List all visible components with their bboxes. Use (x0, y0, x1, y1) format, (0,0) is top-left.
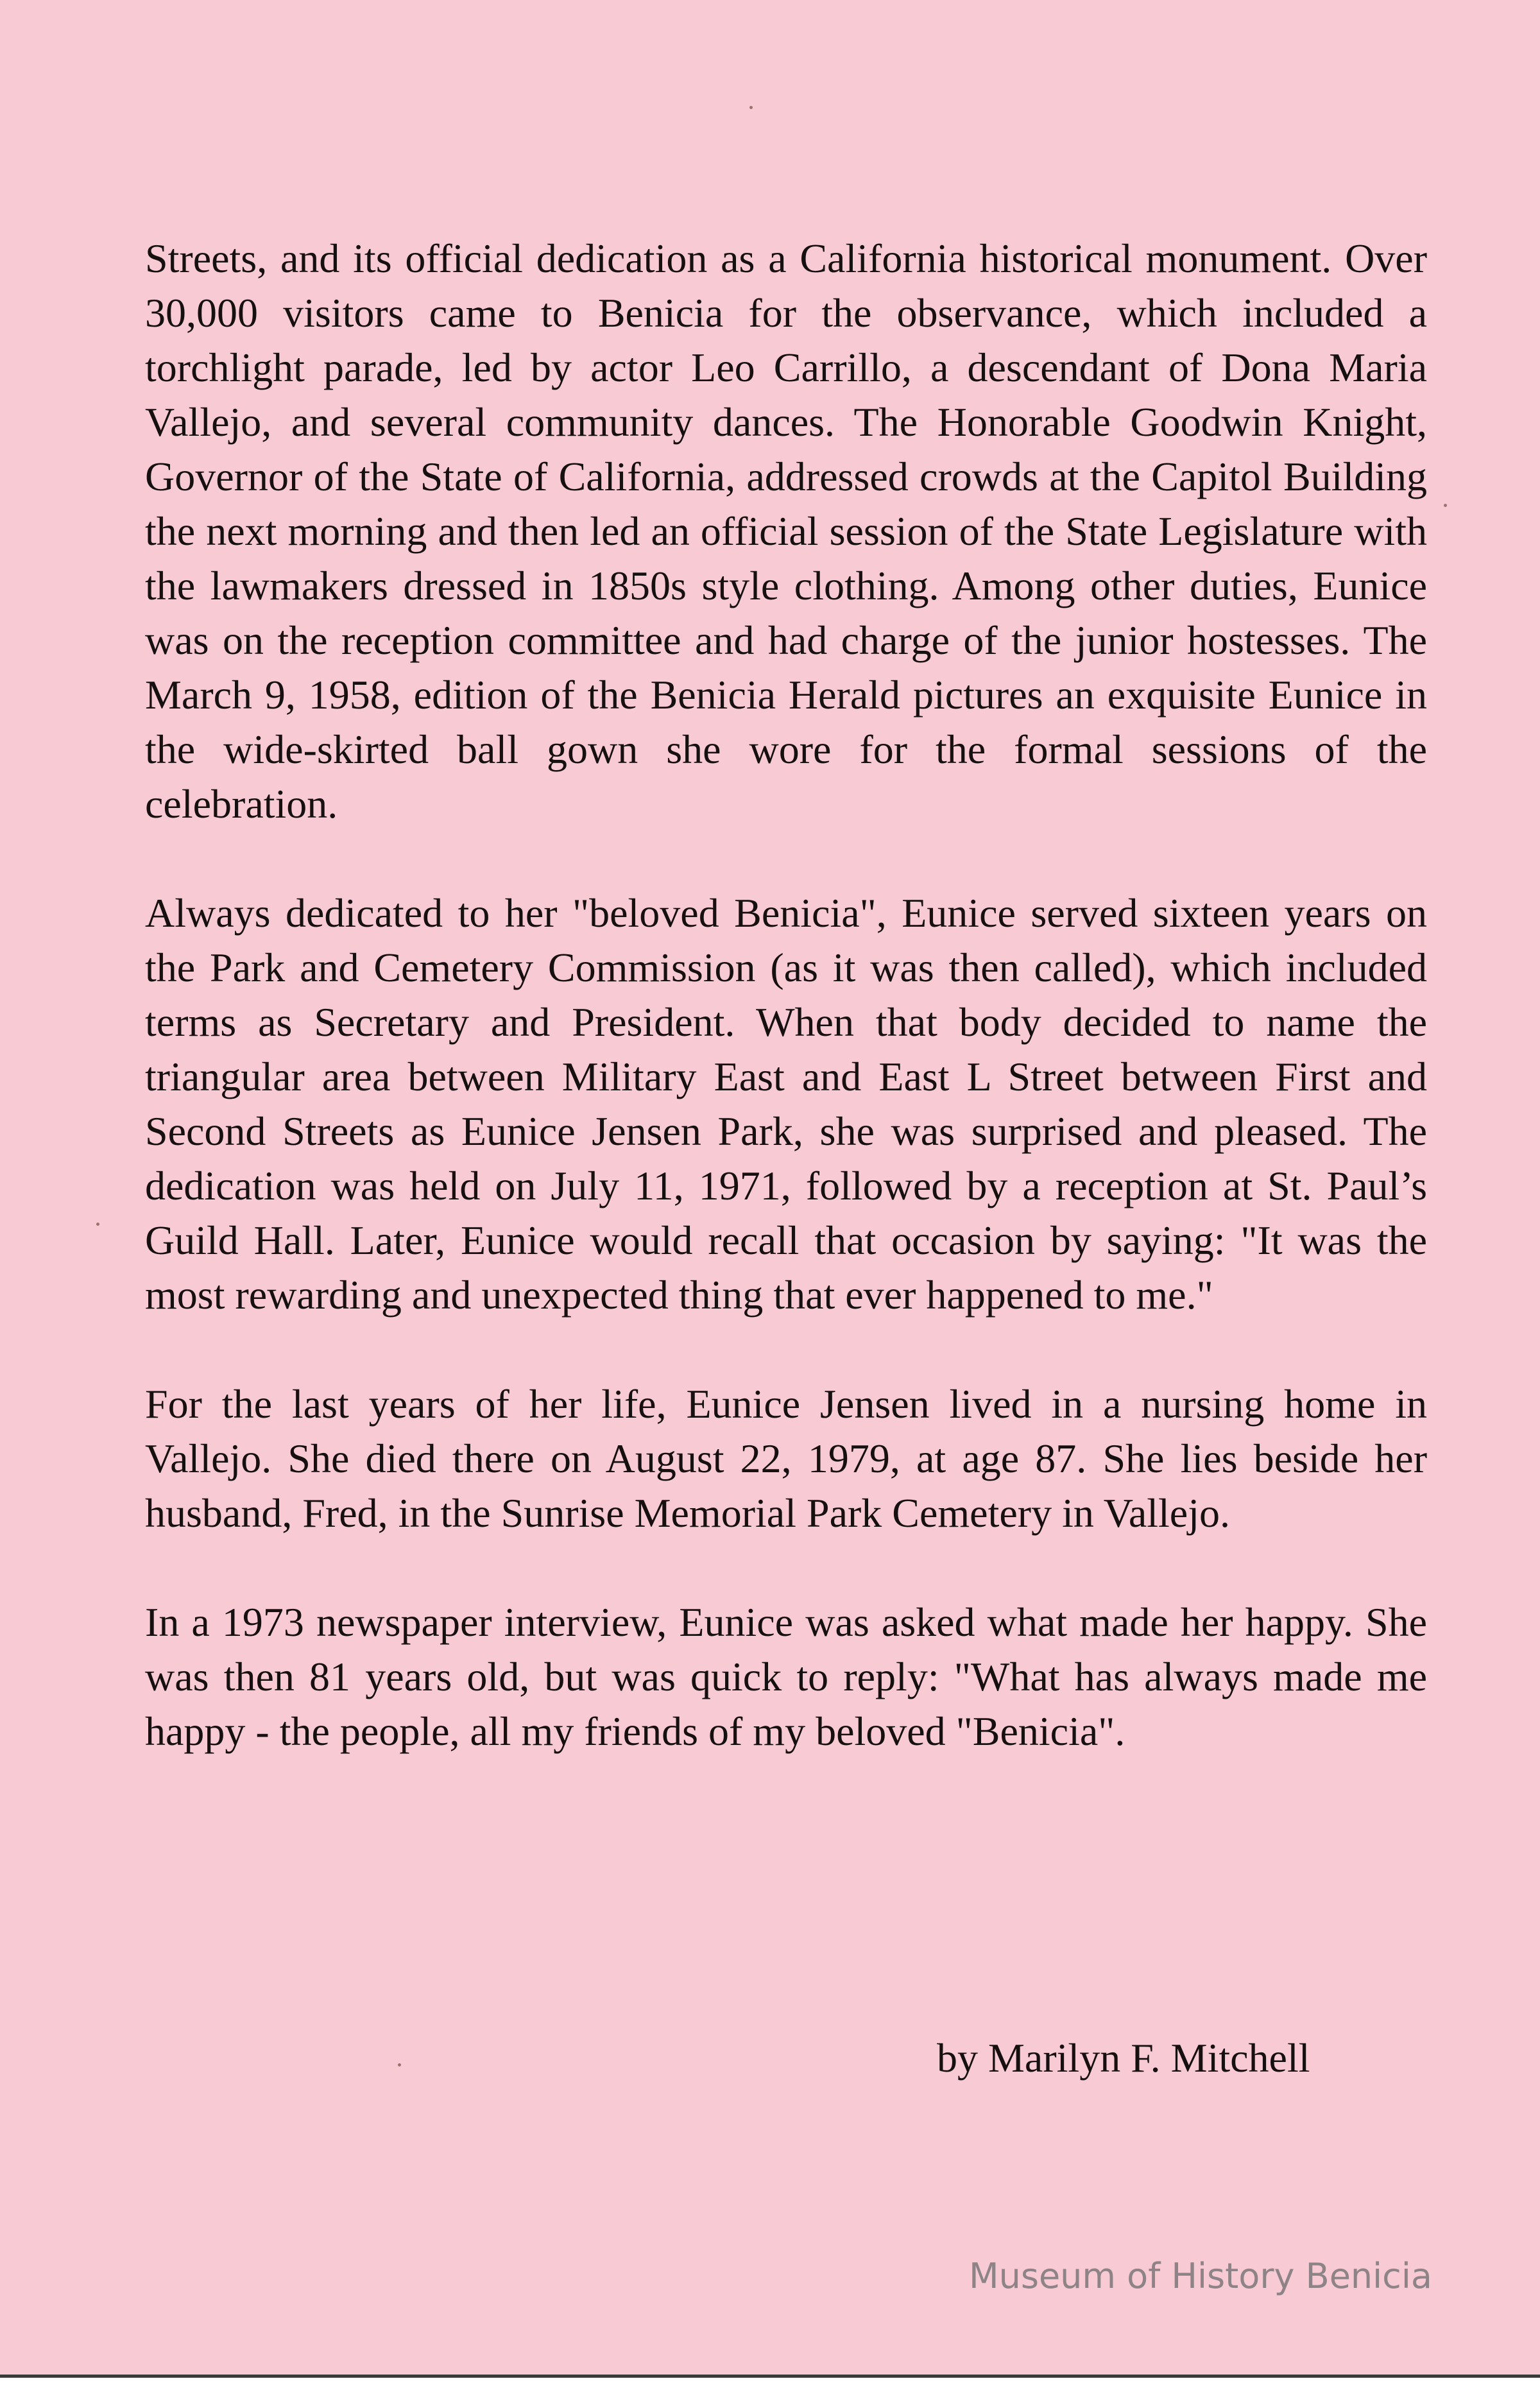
document-body (145, 231, 1427, 1758)
paper-speck (96, 1223, 99, 1226)
author-byline: by Marilyn F. Mitchell (937, 2035, 1310, 2081)
museum-watermark: Museum of History Benicia (969, 2256, 1432, 2296)
paragraph-4: In a 1973 newspaper interview, Eunice was asked what made her happy. She was then 81 years old, but was quick to reply: "What has always made me happy - the people, all my friends of my beloved "Benicia". (145, 1599, 1427, 1754)
paragraph-3: For the last years of her life, Eunice Jensen lived in a nursing home in Vallejo. She died there on August 22, 1979, at age 87. She lies beside her husband, Fred, in the Sunrise Memorial Park Cemetery in Vallejo. (145, 1381, 1427, 1536)
paragraph-1: Streets, and its official dedication as a California historical monument. Over 30,000 visitors came to Benicia for the observance, which included a torchlight parade, led by actor Leo Carrillo, a descendant of Dona Maria Vallejo, and several community dances. The Honorable Goodwin Knight, Governor of the State of California, addressed crowds at the Capitol Building the next morning and then led an official session of the State Legislature with the lawmakers dressed in 1850s style clothing. Among other duties, Eunice was on the reception committee and had charge of the junior hostesses. The March 9, 1958, edition of the Benicia Herald pictures an exquisite Eunice in the wide-skirted ball gown she wore for the formal sessions of the celebration. (145, 236, 1427, 827)
paper-speck (1444, 504, 1447, 507)
paper-speck (749, 106, 753, 109)
paragraph-2: Always dedicated to her "beloved Benicia", Eunice served sixteen years on the Park and Cemetery Commission (as it was then called), which included terms as Secretary and President. When that body decided to name the triangular area between Military East and East L Street between First and Second Streets as Eunice Jensen Park, she was surprised and pleased. The dedication was held on July 11, 1971, followed by a reception at St. Paul’s Guild Hall. Later, Eunice would recall that occasion by saying: "It was the most rewarding and unexpected thing that ever happened to me." (145, 890, 1427, 1318)
paper-speck (398, 2063, 401, 2066)
